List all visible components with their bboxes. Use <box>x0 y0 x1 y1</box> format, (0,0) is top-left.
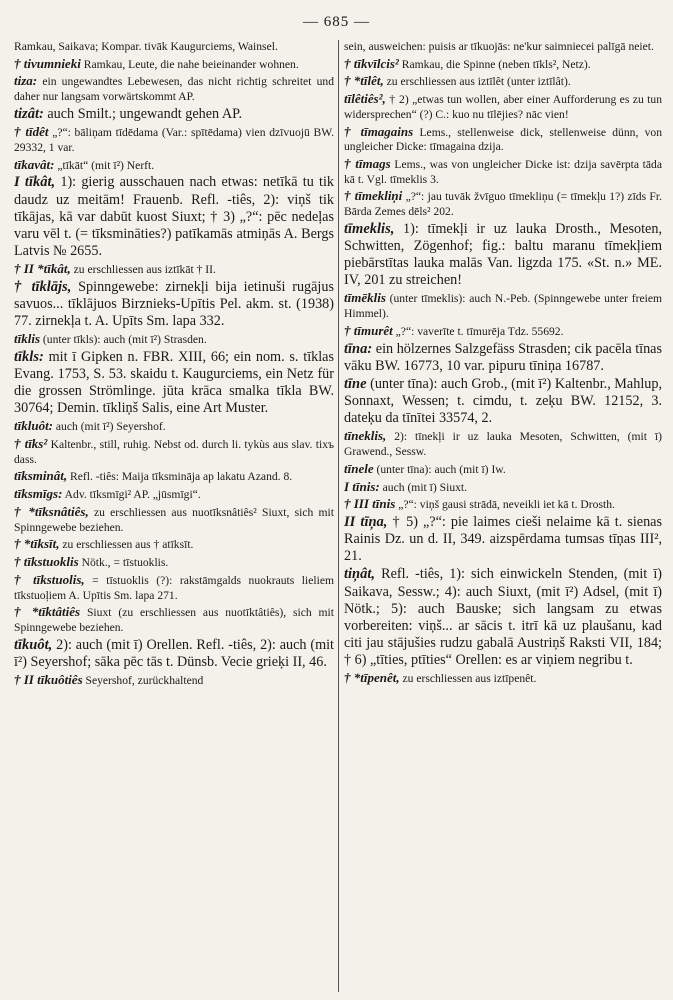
entry-text: (unter tīmeklis): auch N.-Peb. (Spinngewebe unter freiem Himmel). <box>344 292 662 321</box>
entry-text: sein, ausweichen: puisis ar tīkuojās: ne'kur saimniecei palīgā neiet. <box>344 40 654 53</box>
entry-text: (unter tīna): auch (mit ī) Iw. <box>373 462 506 476</box>
entry-text: ein ungewandtes Lebewesen, das nicht richtig schreitet und daher nur langsam vorwärtskommt AP. <box>14 75 334 104</box>
dictionary-entry <box>14 73 334 104</box>
entry-headword: I tīnis: <box>344 478 380 494</box>
entry-headword: tīksmīgs: <box>14 486 63 502</box>
entry-headword: tīna: <box>344 340 373 357</box>
entry-headword: † tīkstuoklis <box>14 554 79 570</box>
entry-headword: I tīkât, <box>14 174 56 191</box>
entry-headword: † tīmagains <box>344 123 414 139</box>
entry-headword: † *tīlêt, <box>344 73 384 89</box>
dictionary-entry <box>14 436 334 467</box>
dictionary-entry <box>344 124 662 155</box>
entry-text: † 5) „?“: pie laimes cieši nelaime kā t. sienas Rainis Dz. un d. II, 349. aizspērdama tumsas tīņas III², 21. <box>344 514 662 565</box>
dictionary-entry <box>14 261 334 278</box>
entry-text: = tīstuoklis (?): rakstāmgalds nuokrauts lieliem tīkstuoļiem A. Upītis Sm. lapa 271. <box>14 573 334 602</box>
entry-text: (unter tīna): auch Grob., (mit ī²) Kaltenbr., Mahlup, Sonnaxt, Wessen; t. cimdu, t. zeķu BW. 12152, 3. dateķu da tīnītei 33574, 2. <box>344 375 662 427</box>
entry-text: zu erschliessen aus iztīkāt † II. <box>70 262 216 276</box>
dictionary-entry <box>14 418 334 435</box>
entry-text: „?“: bāliņam tīdēdama (Var.: spītēdama) vien dzīvuojū BW. 29332, 1 var. <box>14 126 334 154</box>
dictionary-entry <box>344 56 662 73</box>
entry-text: zu erschliessen aus iztīlêt (unter iztīlât). <box>383 75 571 89</box>
dictionary-entry <box>344 40 662 55</box>
dictionary-entry <box>14 486 334 503</box>
entry-headword: † tīklājs, <box>14 278 72 295</box>
entry-headword: tizât: <box>14 105 44 122</box>
entry-headword: † II tīkuôtiês <box>14 672 83 688</box>
entry-text: Siuxt (zu erschliessen aus nuotīktâtiês), sich mit Spinngewebe beziehen. <box>14 606 334 634</box>
entry-headword: † III tīnis <box>344 496 396 512</box>
entry-text: auch Smilt.; ungewandt gehen AP. <box>43 105 243 122</box>
entry-headword: tīksminât, <box>14 468 68 484</box>
entry-text: auch (mit ī) Siuxt. <box>379 480 468 494</box>
dictionary-entry <box>14 331 334 348</box>
entry-text: † 2) „etwas tun wollen, aber einer Aufforderung es zu tun widersprechen“ (?) C.: kuo nu tīlējies? nāc vien! <box>344 93 662 121</box>
dictionary-entry <box>344 428 662 459</box>
entry-text: zu erschliessen aus † atīksīt. <box>59 538 194 552</box>
left-column <box>14 40 334 992</box>
entry-text: Ramkau, Leute, die nahe beieinander wohnen. <box>80 57 299 71</box>
entry-headword: tiza: <box>14 73 38 89</box>
entry-text: 1): tīmekļi ir uz lauka Drosth., Mesoten, Schwitten, Zögenhof; fig.: baltu maranu tīmekļiem piebārstītas lauka malās Van. ligzda 175. «St. n.» ME. IV, 201 zu streichen! <box>344 220 662 289</box>
dictionary-entry <box>344 91 662 122</box>
dictionary-entry <box>344 73 662 90</box>
dictionary-entry <box>14 672 334 689</box>
dictionary-entry <box>344 221 662 289</box>
entry-text: „tīkāt“ (mit ī²) Nerft. <box>54 158 155 172</box>
dictionary-entry <box>344 514 662 565</box>
entry-text: 1): gierig ausschauen nach etwas: netīkā tu tik daudz uz meitām! Frauenb. Refl. -tiês, 2): viņš tik tīkājas, kā var dabūt kuost Siuxt; † 3) „?“: pēc nedeļas varu vēl t. (= tīksmināties?) patīkamās atmiņās A. Bergs Latvis № 2655. <box>14 174 334 259</box>
dictionary-entry <box>14 56 334 73</box>
column-divider <box>338 40 339 992</box>
entry-text: zu erschliessen aus nuotīksnâtiês² Siuxt, sich mit Spinngewebe beziehen. <box>14 505 334 534</box>
entry-headword: † tīdêt <box>14 124 49 140</box>
entry-headword: tīlêtiês², <box>344 91 386 107</box>
dictionary-entry <box>344 461 662 478</box>
dictionary-entry <box>14 504 334 535</box>
entry-headword: † tivumnieki <box>14 55 81 71</box>
entry-headword: † tīmekliņi <box>344 188 403 204</box>
entry-text: auch (mit ī²) Seyershof. <box>53 420 166 434</box>
dictionary-entry <box>344 670 662 687</box>
entry-headword: † *tīksnâtiês, <box>14 503 89 519</box>
dictionary-entry <box>344 496 662 513</box>
entry-text: Ramkau, Saikava; Kompar. tivāk Kaugurciems, Wainsel. <box>14 40 278 53</box>
entry-headword: tīneklis, <box>344 428 387 444</box>
entry-text: Nötk., = tīstuoklis. <box>78 556 169 570</box>
entry-text: 2): auch (mit ī) Orellen. Refl. -tiês, 2): auch (mit ī²) Seyershof; sāka pēc tās t. Dünsb. Vecie grieķi II, 46. <box>14 636 334 671</box>
entry-headword: † tīkstuolis, <box>14 571 85 587</box>
entry-headword: tīkls: <box>14 348 44 365</box>
entry-text: Spinngewebe: zirnekļi bija ietinuši rugājus savuos... tīklājuos Birznieks-Upītis Pel. akm. st. (1938) 77. zirnekļa t. A. Upīts Sm. lapa 332. <box>14 278 334 330</box>
dictionary-entry <box>344 479 662 496</box>
entry-text: Refl. -tiês, 1): sich einwickeln Stenden, (mit ī) Saikava, Sessw.; 4): auch Siuxt, (mit ī²) Adsel, (mit ī) Nötk.; 5): auch Bauske; sich langsam zu etwas vorbereiten: viņš... ar sācis t. itrī kā uz plaušanu, kad citi jau stājušies rudzu gabalā Austriņš Raksti VII, 184; † 6) „tīties, ptīties“ Orellen: es ar viņiem negribu t. <box>344 566 662 668</box>
entry-headword: † tīmurêt <box>344 322 393 338</box>
dictionary-entry <box>14 554 334 571</box>
entry-headword: tīklis <box>14 331 41 347</box>
page-number: — 685 — <box>303 14 370 30</box>
entry-text: ein hölzernes Salzgefäss Strasden; cik pacēla tīnas vāku BW. 16773, 10 var. pipuru tīniņa 16787. <box>344 340 662 374</box>
entry-headword: † tīks² <box>14 436 48 452</box>
dictionary-entry <box>344 376 662 427</box>
dictionary-entry <box>344 290 662 321</box>
dictionary-entry <box>344 156 662 187</box>
entry-text: mit ī Gipken n. FBR. XIII, 66; ein nom. s. tīklas Evang. 1753, S. 53. skaidu t. Kaugurciems, ein Netz für die grossen Strömlinge. jūta krāca smalka tīkla BW. 30764; Demin. tīkliņš Salis, eine Art Muster. <box>14 348 334 417</box>
entry-headword: tīne <box>344 375 367 392</box>
entry-text: „?“: vaverīte t. tīmurēja Tdz. 55692. <box>392 324 564 338</box>
dictionary-entry <box>14 604 334 635</box>
entry-headword: † *tīpenêt, <box>344 670 400 686</box>
entry-text: Ramkau, die Spinne (neben tīkls², Netz). <box>398 57 591 71</box>
dictionary-entry <box>14 279 334 330</box>
dictionary-entry <box>344 341 662 375</box>
entry-headword: † tīkvīlcis² <box>344 55 399 71</box>
entry-text: „?“: viņš gausi strādā, neveikli iet kā t. Drosth. <box>395 498 615 512</box>
dictionary-entry <box>14 124 334 155</box>
dictionary-entry <box>14 349 334 417</box>
entry-headword: † *tīksīt, <box>14 536 60 552</box>
entry-text: Refl. -tiês: Maija tīksmināja ap lakatu Azand. 8. <box>67 470 293 484</box>
entry-text: Kaltenbr., still, ruhig. Nebst od. durch li. tykùs aus slav. tixъ dass. <box>14 438 334 466</box>
entry-headword: tiņât, <box>344 566 376 583</box>
dictionary-entry <box>14 174 334 260</box>
dictionary-entry <box>14 572 334 603</box>
entry-headword: tīkluôt: <box>14 418 54 434</box>
entry-headword: tīkavât: <box>14 156 55 172</box>
entry-headword: tīmēklis <box>344 290 386 306</box>
entry-headword: † tīmags <box>344 156 391 172</box>
entry-headword: II tīņa, <box>344 514 388 531</box>
entry-text: Adv. tīksmīgi² AP. „jūsmīgi“. <box>62 488 201 502</box>
entry-text: (unter tīkls): auch (mit ī²) Strasden. <box>40 333 207 347</box>
entry-text: 2): tīnekļi ir uz lauka Mesoten, Schwitten, (mit ī) Grawend., Sessw. <box>344 430 662 459</box>
dictionary-entry <box>14 468 334 485</box>
entry-text: Lems., was von ungleicher Dicke ist: dzija savērpta tāda kā t. Vgl. tīmeklis 3. <box>344 158 662 186</box>
entry-headword: † II *tīkât, <box>14 260 71 276</box>
dictionary-entry <box>344 323 662 340</box>
dictionary-entry <box>14 536 334 553</box>
entry-headword: tīkuôt, <box>14 636 53 653</box>
dictionary-entry <box>14 157 334 174</box>
entry-headword: tīnele <box>344 460 374 476</box>
entry-text: „?“: jau tuvāk žvīguo tīmekliņu (= tīmekļu 1?) zīds Fr. Bārda Zemes dēls² 202. <box>344 190 662 219</box>
dictionary-entry <box>344 566 662 669</box>
entry-headword: tīmeklis, <box>344 220 395 237</box>
entry-text: Lems., stellenweise dick, stellenweise dünn, von ungleicher Dicke: tīmagaina dzija. <box>344 125 662 154</box>
dictionary-entry <box>14 106 334 123</box>
entry-text: zu erschliessen aus iztīpenêt. <box>399 672 537 686</box>
dictionary-entry <box>14 637 334 671</box>
dictionary-entry <box>14 40 334 55</box>
right-column <box>344 40 662 992</box>
dictionary-entry <box>344 188 662 219</box>
entry-text: Seyershof, zurückhaltend <box>82 674 204 688</box>
entry-headword: † *tīktâtiês <box>14 604 81 620</box>
